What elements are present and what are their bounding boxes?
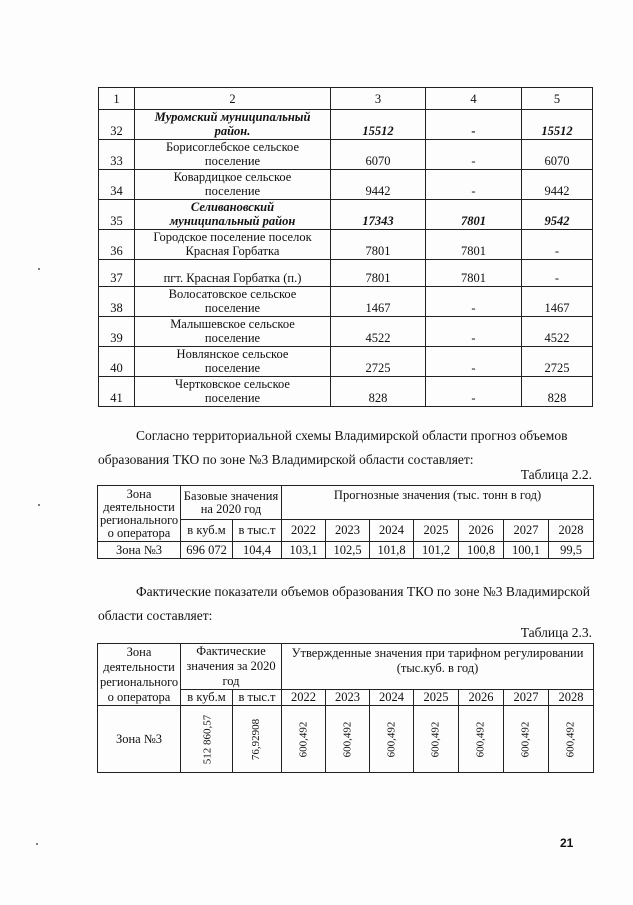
name-line: поселение <box>204 184 261 198</box>
fact-t-cell <box>233 706 282 773</box>
row-number-cell: 38 <box>99 287 135 317</box>
row-number-cell: 35 <box>99 200 135 230</box>
name-line: поселение <box>204 154 261 168</box>
zone-cell: Зона №3 <box>98 706 181 773</box>
table-row <box>99 377 593 407</box>
settlement-name-cell <box>135 230 331 260</box>
header-line: Фактические <box>196 644 266 658</box>
year-value-cell <box>504 706 549 773</box>
forecast-paragraph <box>98 424 592 472</box>
year-value-cell <box>370 706 414 773</box>
rotated-value: 600,492 <box>564 721 577 758</box>
row-number-cell: 40 <box>99 347 135 377</box>
header-line: значения за 2020 <box>186 659 276 673</box>
base-values-header <box>181 486 282 520</box>
value-cell-c4: - <box>426 140 522 170</box>
year-value-cell: 103,1 <box>282 542 326 559</box>
value-cell-c5: 828 <box>522 377 593 407</box>
unit-m3-header: в куб.м <box>181 690 233 706</box>
header-line: регионального <box>100 674 179 689</box>
page-number: 21 <box>560 836 574 850</box>
name-line: поселение <box>204 391 261 405</box>
value-cell-c5: - <box>522 260 593 287</box>
year-value-cell: 100,1 <box>504 542 549 559</box>
name-line: пгт. Красная Горбатка (п.) <box>163 271 302 285</box>
header-line: о оператора <box>107 689 171 704</box>
table-row <box>99 200 593 230</box>
row-number-cell: 32 <box>99 110 135 140</box>
year-value-cell <box>282 706 326 773</box>
year-header-cell: 2027 <box>504 520 549 542</box>
name-line: Борисоглебское сельское <box>166 140 299 154</box>
header-line: год <box>222 674 240 688</box>
paragraph-line: образования ТКО по зоне №3 Владимирской области составляет: <box>98 452 474 467</box>
value-cell-c5: 4522 <box>522 317 593 347</box>
name-line: Ковардицкое сельское <box>173 170 292 184</box>
forecast-header: Прогнозные значения (тыс. тонн в год) <box>282 486 594 520</box>
unit-m3-header: в куб.м <box>181 520 233 542</box>
settlement-name-cell <box>135 110 331 140</box>
value-cell-c3: 6070 <box>331 140 426 170</box>
year-header-cell: 2026 <box>459 690 504 706</box>
scan-mark <box>38 268 40 270</box>
header-cell: 3 <box>331 88 426 110</box>
rotated-value: 600,492 <box>474 721 487 758</box>
actual-paragraph <box>98 580 592 628</box>
settlements-table <box>98 87 593 407</box>
year-header-cell: 2022 <box>282 690 326 706</box>
value-cell-c4: 7801 <box>426 260 522 287</box>
year-value-cell: 101,8 <box>370 542 414 559</box>
value-cell-c4: 7801 <box>426 200 522 230</box>
value-cell-c3: 2725 <box>331 347 426 377</box>
table-row <box>99 110 593 140</box>
header-cell: 2 <box>135 88 331 110</box>
year-header-cell: 2024 <box>370 690 414 706</box>
name-line: Селивановский <box>190 200 275 214</box>
scan-mark <box>38 504 40 506</box>
rotated-value: 512 860,57 <box>201 714 214 765</box>
table-row <box>99 287 593 317</box>
value-cell-c5: 9442 <box>522 170 593 200</box>
value-cell-c5: 2725 <box>522 347 593 377</box>
settlement-name-cell <box>135 170 331 200</box>
rotated-value: 600,492 <box>297 721 309 758</box>
year-value-cell <box>326 706 370 773</box>
name-line: поселение <box>204 361 261 375</box>
row-number-cell: 34 <box>99 170 135 200</box>
value-cell-c3: 17343 <box>331 200 426 230</box>
year-value-cell: 102,5 <box>326 542 370 559</box>
value-cell-c4: - <box>426 287 522 317</box>
zone-header-cell <box>98 486 181 542</box>
rotated-value: 600,492 <box>341 721 353 758</box>
table-row <box>99 170 593 200</box>
value-cell-c5: 6070 <box>522 140 593 170</box>
value-cell-c4: 7801 <box>426 230 522 260</box>
paragraph-line: Согласно территориальной схемы Владимирской области прогноз объемов <box>136 428 568 443</box>
value-cell-c3: 7801 <box>331 260 426 287</box>
name-line: Чертковское сельское <box>175 377 290 391</box>
name-line: Городское поселение поселок <box>153 230 312 244</box>
header-line: (тыс.куб. в год) <box>396 661 479 675</box>
table-caption: Таблица 2.3. <box>520 625 592 640</box>
paragraph-line: Фактические показатели объемов образования ТКО по зоне №3 Владимирской <box>136 584 591 599</box>
actual-table <box>97 643 594 773</box>
header-cell: 1 <box>99 88 135 110</box>
name-line: поселение <box>204 301 261 315</box>
header-line: на 2020 год <box>200 501 262 516</box>
paragraph-line: области составляет: <box>98 608 213 623</box>
table-row <box>99 347 593 377</box>
table-row <box>99 317 593 347</box>
value-cell-c5: 15512 <box>522 110 593 140</box>
year-value-cell: 99,5 <box>549 542 594 559</box>
name-line: Красная Горбатка <box>185 244 280 258</box>
year-value-cell <box>549 706 594 773</box>
value-cell-c5: 9542 <box>522 200 593 230</box>
fact-values-header <box>181 644 282 690</box>
settlement-name-cell <box>135 200 331 230</box>
settlement-name-cell <box>135 377 331 407</box>
base-m3-cell: 696 072 <box>181 542 233 559</box>
rotated-value: 76,92908 <box>250 718 263 761</box>
name-line: Муромский муниципальный <box>154 110 311 124</box>
table-row <box>99 230 593 260</box>
year-header-cell: 2025 <box>414 690 459 706</box>
year-header-cell: 2023 <box>326 690 370 706</box>
rotated-value: 600,492 <box>429 721 442 758</box>
name-line: Малышевское сельское <box>170 317 295 331</box>
rotated-value: 600,492 <box>519 721 532 758</box>
row-number-cell: 33 <box>99 140 135 170</box>
fact-m3-cell <box>181 706 233 773</box>
header-line: регионального <box>100 512 179 527</box>
zone-cell: Зона №3 <box>98 542 181 559</box>
year-value-cell: 101,2 <box>414 542 459 559</box>
value-cell-c3: 1467 <box>331 287 426 317</box>
value-cell-c4: - <box>426 377 522 407</box>
value-cell-c4: - <box>426 317 522 347</box>
year-value-cell <box>414 706 459 773</box>
settlement-name-cell <box>135 317 331 347</box>
year-value-cell: 100,8 <box>459 542 504 559</box>
row-number-cell: 41 <box>99 377 135 407</box>
year-header-cell: 2025 <box>414 520 459 542</box>
name-line: поселение <box>204 331 261 345</box>
header-cell: 5 <box>522 88 593 110</box>
settlement-name-cell <box>135 260 331 287</box>
row-number-cell: 39 <box>99 317 135 347</box>
name-line: Новлянское сельское <box>176 347 289 361</box>
year-header-cell: 2028 <box>549 520 594 542</box>
year-header-cell: 2022 <box>282 520 326 542</box>
value-cell-c5: 1467 <box>522 287 593 317</box>
zone-header-cell <box>98 644 181 706</box>
value-cell-c4: - <box>426 347 522 377</box>
header-line: Базовые значения <box>183 488 279 503</box>
approved-header <box>282 644 594 690</box>
value-cell-c3: 4522 <box>331 317 426 347</box>
year-header-cell: 2024 <box>370 520 414 542</box>
header-line: деятельности <box>103 499 175 514</box>
unit-t-header: в тыс.т <box>233 520 282 542</box>
header-line: деятельности <box>103 659 175 674</box>
year-header-cell: 2027 <box>504 690 549 706</box>
table-row <box>99 140 593 170</box>
value-cell-c5: - <box>522 230 593 260</box>
row-number-cell: 37 <box>99 260 135 287</box>
unit-t-header: в тыс.т <box>233 690 282 706</box>
year-header-cell: 2023 <box>326 520 370 542</box>
row-number-cell: 36 <box>99 230 135 260</box>
value-cell-c3: 15512 <box>331 110 426 140</box>
year-header-cell: 2026 <box>459 520 504 542</box>
value-cell-c4: - <box>426 110 522 140</box>
table-header-row <box>99 88 593 110</box>
settlement-name-cell <box>135 347 331 377</box>
header-line: Утвержденные значения при тарифном регулировании <box>291 646 584 660</box>
base-t-cell: 104,4 <box>233 542 282 559</box>
header-cell: 4 <box>426 88 522 110</box>
name-line: район. <box>214 124 251 138</box>
name-line: муниципальный район <box>169 214 296 228</box>
forecast-table <box>97 485 594 559</box>
header-line: Зона <box>126 644 152 659</box>
header-line: Зона <box>126 486 152 501</box>
year-header-cell: 2028 <box>549 690 594 706</box>
name-line: Волосатовское сельское <box>168 287 297 301</box>
year-value-cell <box>459 706 504 773</box>
rotated-value: 600,492 <box>385 721 397 758</box>
header-line: о оператора <box>107 525 171 540</box>
settlement-name-cell <box>135 140 331 170</box>
value-cell-c4: - <box>426 170 522 200</box>
scan-mark <box>36 843 38 845</box>
settlement-name-cell <box>135 287 331 317</box>
value-cell-c3: 7801 <box>331 230 426 260</box>
table-row <box>99 260 593 287</box>
table-caption: Таблица 2.2. <box>520 467 592 482</box>
value-cell-c3: 828 <box>331 377 426 407</box>
value-cell-c3: 9442 <box>331 170 426 200</box>
